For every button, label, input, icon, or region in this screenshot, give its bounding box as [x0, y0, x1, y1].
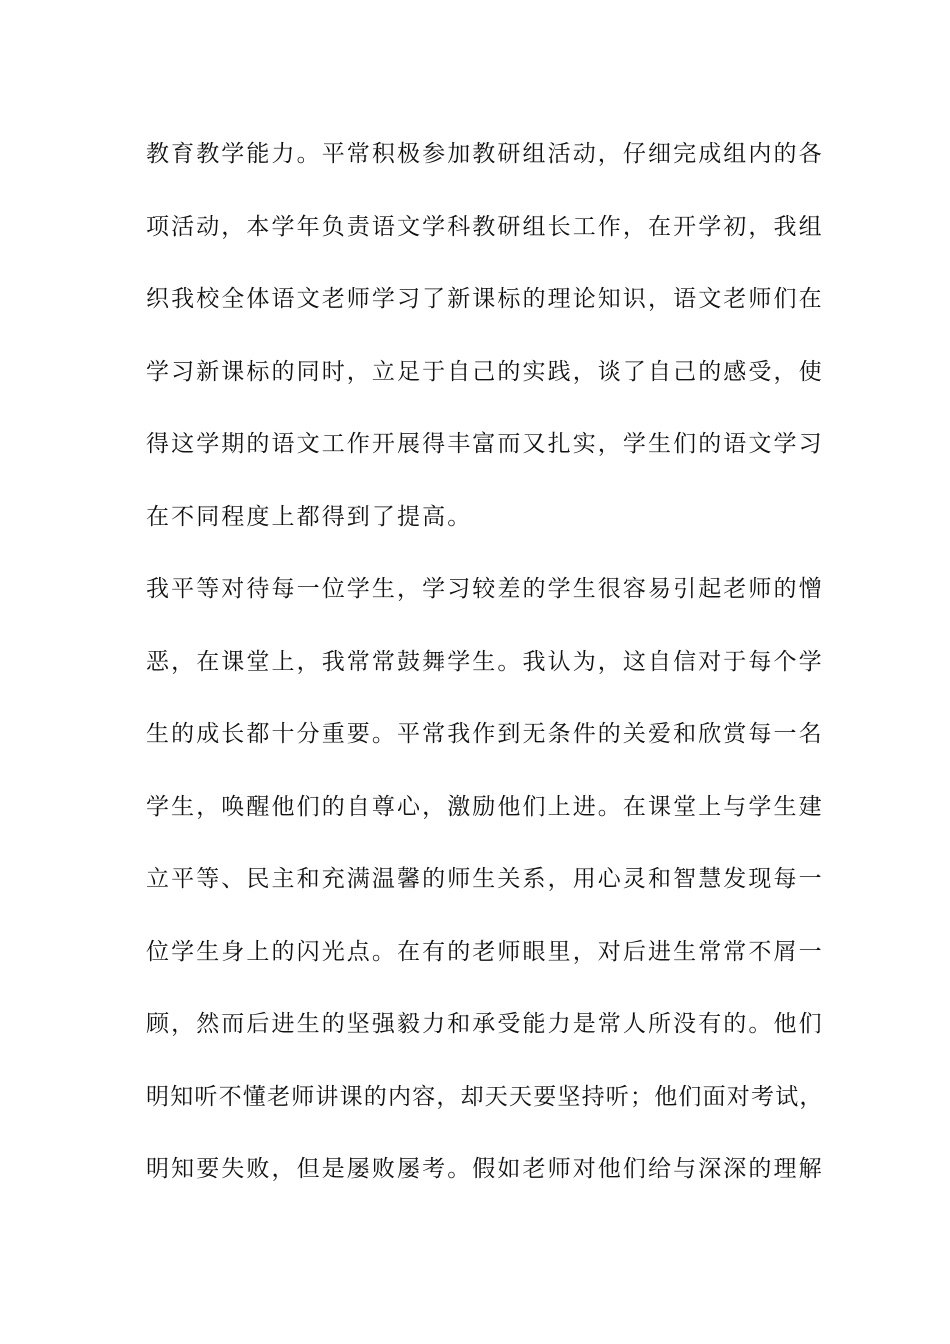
text-line: 位学生身上的闪光点。在有的老师眼里，对后进生常常不屑一: [146, 938, 824, 965]
body-text: [146, 128, 826, 1216]
paragraph-1: [146, 128, 826, 563]
text-line: 顾，然而后进生的坚强毅力和承受能力是常人所没有的。他们: [146, 1011, 824, 1037]
text-line: 我平等对待每一位学生，学习较差的学生很容易引起老师的憎: [146, 576, 824, 602]
text-line: 织我校全体语文老师学习了新课标的理论知识，语文老师们在: [146, 286, 824, 312]
text-line: 得这学期的语文工作开展得丰富而又扎实，学生们的语文学习: [146, 431, 824, 457]
text-line: 明知听不懂老师讲课的内容，却天天要坚持听；他们面对考试，: [146, 1083, 824, 1110]
text-line: 项活动，本学年负责语文学科教研组长工作，在开学初，我组: [146, 213, 824, 240]
text-line: 在不同程度上都得到了提高。: [146, 503, 473, 530]
text-line: 生的成长都十分重要。平常我作到无条件的关爱和欣赏每一名: [146, 721, 824, 747]
text-line: 立平等、民主和充满温馨的师生关系，用心灵和智慧发现每一: [146, 866, 824, 892]
text-line: 恶，在课堂上，我常常鼓舞学生。我认为，这自信对于每个学: [146, 648, 824, 675]
text-line: 明知要失败，但是屡败屡考。假如老师对他们给与深深的理解: [146, 1156, 824, 1182]
paragraph-2: [146, 563, 826, 1216]
text-line: 学习新课标的同时，立足于自己的实践，谈了自己的感受，使: [146, 358, 824, 385]
text-line: 教育教学能力。平常积极参加教研组活动，仔细完成组内的各: [146, 141, 824, 167]
text-line: 学生，唤醒他们的自尊心，激励他们上进。在课堂上与学生建: [146, 793, 824, 820]
